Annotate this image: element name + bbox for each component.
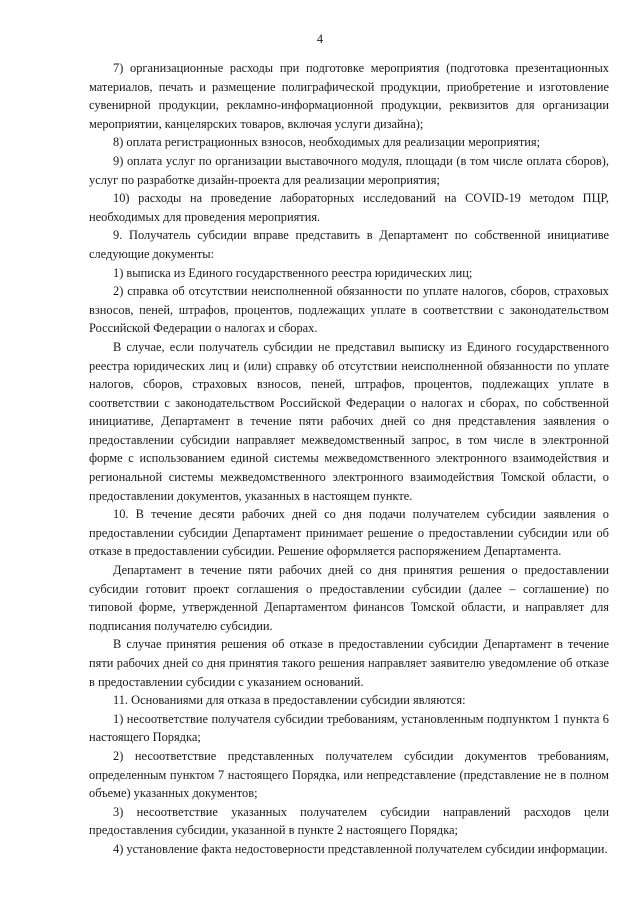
paragraph: Департамент в течение пяти рабочих дней со дня принятия решения о предоставлении субсидии готовит проект соглашения о предоставлении субсидии (далее – соглашение) по типовой форме, утвержденной Департаментом финансов Томской области, и направляет для подписания получателю субсидии. <box>89 563 609 633</box>
paragraph: 8) оплата регистрационных взносов, необходимых для реализации мероприятия; <box>113 135 541 150</box>
page-number: 4 <box>316 32 324 46</box>
paragraph: 9) оплата услуг по организации выставочного модуля, площади (в том числе оплата сборов), услуг по разработке дизайн-проекта для реализации мероприятия; <box>89 153 609 187</box>
paragraph: В случае принятия решения об отказе в предоставлении субсидии Департамент в течение пяти рабочих дней со дня принятия такого решения направляет заявителю уведомление об отказе в предоставлении субсидии с указанием оснований. <box>89 637 609 689</box>
paragraph: 2) несоответствие представленных получателем субсидии документов требованиям, определенным пунктом 7 настоящего Порядка, или непредставление (представление не в полном объеме) указанных документов; <box>89 748 609 801</box>
paragraph: 11. Основаниями для отказа в предоставлении субсидии являются: <box>113 693 466 708</box>
document-body <box>89 59 609 859</box>
paragraph: 1) выписка из Единого государственного реестра юридических лиц; <box>113 265 473 280</box>
paragraph: 10) расходы на проведение лабораторных исследований на COVID-19 методом ПЦР, необходимых для проведения мероприятия. <box>89 191 609 224</box>
paragraph: 2) справка об отсутствии неисполненной обязанности по уплате налогов, сборов, страховых взносов, пеней, штрафов, процентов, подлежащих уплате в соответствии с законодательством Российской Федерации о налогах и сборах. <box>89 284 609 336</box>
paragraph: 10. В течение десяти рабочих дней со дня подачи получателем субсидии заявления о предоставлении субсидии Департамент принимает решение о предоставлении субсидии или об отказе в предоставлении субсидии. Решение оформляется распоряжением Департамента. <box>89 507 609 559</box>
paragraph: 4) установление факта недостоверности представленной получателем субсидии информации. <box>113 841 608 856</box>
paragraph: В случае, если получатель субсидии не представил выписку из Единого государственного реестра юридических лиц и (или) справку об отсутствии неисполненной обязанности по уплате налогов, сборов, страховых взносов, пеней, штрафов, процентов, подлежащих уплате в соответствии с законодательством Российской Федерации о налогах и сборах, по собственной инициативе, Департамент в течение пяти рабочих дней со дня представления заявления о предоставлении субсидии направляет межведомственный запрос, в том числе в электронной форме с использованием единой системы межведомственного электронного взаимодействия и региональной системы межведомственного электронного взаимодействия Томской области, о предоставлении документов, указанных в настоящем пункте. <box>89 339 609 503</box>
paragraph: 9. Получатель субсидии вправе представить в Департамент по собственной инициативе следующие документы: <box>89 228 609 261</box>
paragraph: 3) несоответствие указанных получателем субсидии направлений расходов цели предоставления субсидии, указанной в пункте 2 настоящего Порядка; <box>89 804 609 838</box>
paragraph: 1) несоответствие получателя субсидии требованиям, установленным подпунктом 1 пункта 6 настоящего Порядка; <box>89 711 609 745</box>
paragraph: 7) организационные расходы при подготовке мероприятия (подготовка презентационных материалов, печать и размещение полиграфической продукции, приобретение и изготовление сувенирной продукции, рекламно-информационной продукции, реквизитов для организации мероприятии, канцелярских товаров, включая услуги дизайна); <box>89 61 609 131</box>
